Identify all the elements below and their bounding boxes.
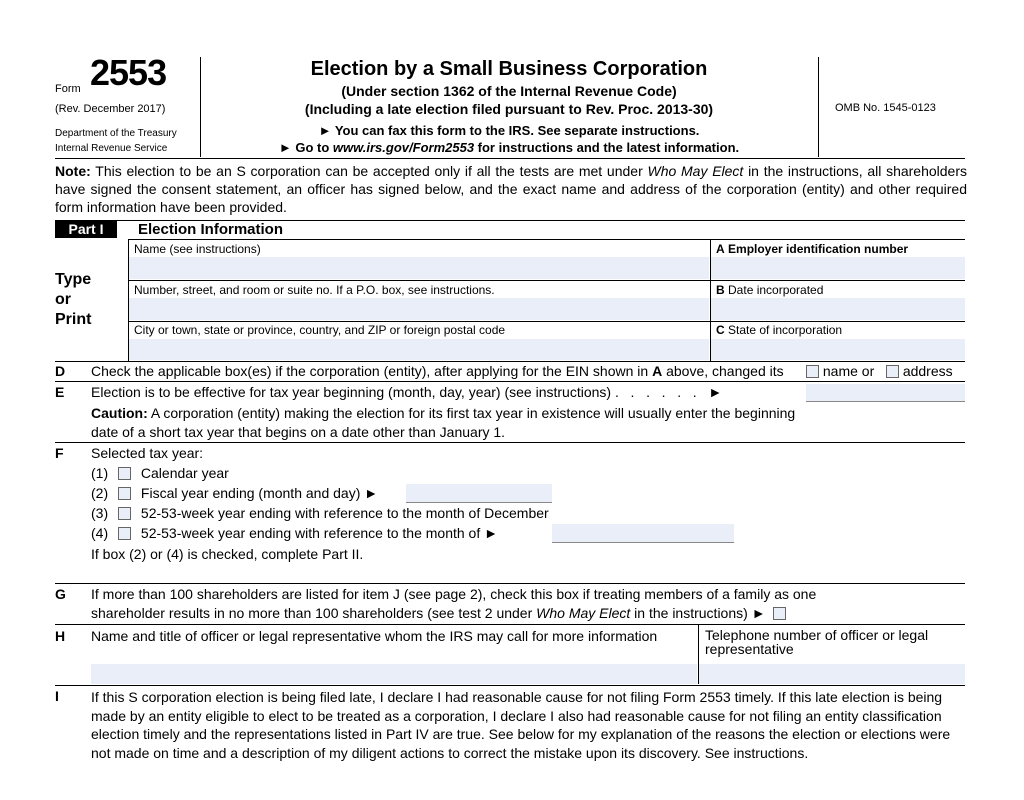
form-number: 2553 bbox=[90, 52, 167, 93]
phone-label: Telephone number of officer or legal representative bbox=[705, 627, 929, 657]
line-d-text: Check the applicable box(es) if the corporation (entity), after applying for the EIN shown in A above, changed its bbox=[91, 363, 784, 379]
arrow-right-icon: ► bbox=[278, 140, 292, 155]
line-h-label: Name and title of officer or legal representative whom the IRS may call for more information bbox=[91, 628, 658, 644]
tax-year-option-1: (1) Calendar year bbox=[91, 465, 229, 481]
line-f-rule bbox=[55, 583, 965, 584]
calendar-year-checkbox[interactable] bbox=[118, 467, 131, 480]
form-subtitle-2: (Including a late election filed pursuant to Rev. Proc. 2013-30) bbox=[304, 101, 714, 117]
header-bottom-rule bbox=[55, 158, 965, 159]
line-e-rule bbox=[55, 442, 965, 443]
note-paragraph: Note: This election to be an S corporation can be accepted only if all the tests are met under Who May Elect in the instructions, all shareholders have signed the consent statement, an officer has signed below, and the exact name and address of the corporation (entity) and other required form information have been provided. bbox=[55, 163, 968, 215]
row1-rule bbox=[128, 280, 965, 281]
form-title: Election by a Small Business Corporation bbox=[310, 58, 708, 80]
arrow-right-icon: ► bbox=[318, 123, 332, 138]
line-h-rule bbox=[55, 685, 965, 686]
form-subtitle-1: (Under section 1362 of the Internal Revenue Code) bbox=[341, 83, 677, 99]
department-line-2: Internal Revenue Service bbox=[55, 143, 168, 154]
line-g-text-1: If more than 100 shareholders are listed for item J (see page 2), check this box if treating members of a family as one bbox=[91, 586, 817, 602]
family-shareholders-checkbox[interactable] bbox=[773, 607, 786, 620]
fiscal-year-end-field[interactable] bbox=[406, 484, 552, 503]
officer-name-title-field[interactable] bbox=[91, 664, 697, 684]
form-revision: (Rev. December 2017) bbox=[55, 103, 166, 115]
name-field[interactable] bbox=[129, 257, 709, 279]
address-changed-checkbox[interactable] bbox=[886, 365, 899, 378]
line-d-letter: D bbox=[55, 363, 66, 379]
ein-label: A Employer identification number bbox=[716, 242, 909, 256]
form-word: Form bbox=[55, 83, 81, 95]
arrow-right-icon: ► bbox=[708, 384, 723, 400]
goto-instruction: ► Go to www.irs.gov/Form2553 for instructions and the latest information. bbox=[278, 140, 740, 155]
line-i-letter: I bbox=[55, 688, 59, 704]
row2-rule bbox=[128, 321, 965, 322]
city-field[interactable] bbox=[129, 339, 709, 360]
state-incorporation-label: C State of incorporation bbox=[716, 323, 843, 337]
part1-badge: Part I bbox=[55, 221, 117, 238]
line-e-caution: Caution: A corporation (entity) making the election for its first tax year in existence will usually enter the beginning date of a short tax year that begins on a date other than January 1. bbox=[91, 405, 796, 440]
line-g-text-2: shareholder results in no more than 100 shareholders (see test 2 under Who May Elect in the instructions) ► bbox=[91, 605, 786, 621]
state-incorporation-field[interactable] bbox=[711, 339, 965, 360]
reference-month-field[interactable] bbox=[552, 524, 734, 543]
line-d-rule bbox=[55, 381, 965, 382]
department-line-1: Department of the Treasury bbox=[55, 128, 177, 139]
tax-year-option-4: (4) 52-53-week year ending with reference to the month of ► bbox=[91, 525, 498, 541]
date-incorporated-field[interactable] bbox=[711, 298, 965, 320]
part1-title-rule bbox=[128, 239, 965, 240]
line-f-footer: If box (2) or (4) is checked, complete Part II. bbox=[91, 546, 364, 562]
part1-bottom-rule bbox=[55, 361, 965, 362]
line-g-letter: G bbox=[55, 586, 66, 602]
street-field[interactable] bbox=[129, 298, 709, 320]
line-h-letter: H bbox=[55, 628, 66, 644]
date-incorporated-label: B Date incorporated bbox=[716, 283, 824, 297]
tax-year-option-3: (3) 52-53-week year ending with reference to the month of December bbox=[91, 505, 549, 521]
name-changed-checkbox[interactable] bbox=[806, 365, 819, 378]
arrow-right-icon: ► bbox=[364, 485, 379, 501]
city-label: City or town, state or province, country, and ZIP or foreign postal code bbox=[134, 323, 506, 337]
fax-instruction: ► You can fax this form to the IRS. See separate instructions. bbox=[318, 123, 700, 138]
line-i-text: If this S corporation election is being filed late, I declare I had reasonable cause for not filing Form 2553 timely. If this late election is being made by an entity eligible to elect to be treated as a corporation, I declare I also had reasonable cause for not filing an entity classification election timely and the representations listed in Part IV are true. See below for my explanation of the reasons the election or elections were not made on time and a description of my diligent actions to correct the mistake upon its discovery. See instructions. bbox=[91, 689, 951, 761]
street-label: Number, street, and room or suite no. If a P.O. box, see instructions. bbox=[134, 283, 495, 297]
tax-year-option-2: (2) Fiscal year ending (month and day) ► bbox=[91, 485, 379, 501]
line-e-letter: E bbox=[55, 384, 65, 400]
header-divider-right bbox=[818, 57, 819, 157]
december-52-53-week-checkbox[interactable] bbox=[118, 507, 131, 520]
ein-field[interactable] bbox=[711, 257, 965, 279]
officer-phone-field[interactable] bbox=[699, 664, 965, 684]
month-52-53-week-checkbox[interactable] bbox=[118, 527, 131, 540]
line-f-title: Selected tax year: bbox=[91, 445, 204, 461]
type-or-print-label: Type or Print bbox=[55, 271, 92, 328]
line-e-text: Election is to be effective for tax year beginning (month, day, year) (see instructions) . . . . . . ► bbox=[91, 384, 723, 400]
line-f-letter: F bbox=[55, 445, 64, 461]
omb-number: OMB No. 1545-0123 bbox=[835, 102, 936, 114]
fiscal-year-checkbox[interactable] bbox=[118, 487, 131, 500]
effective-date-field[interactable] bbox=[806, 384, 965, 402]
arrow-right-icon: ► bbox=[751, 605, 766, 621]
line-g-rule bbox=[55, 624, 965, 625]
line-d-options: name or address bbox=[806, 363, 953, 379]
irs-form-link[interactable]: www.irs.gov/Form2553 bbox=[332, 140, 475, 155]
part1-title: Election Information bbox=[138, 221, 284, 238]
arrow-right-icon: ► bbox=[484, 525, 498, 541]
name-label: Name (see instructions) bbox=[134, 242, 261, 256]
